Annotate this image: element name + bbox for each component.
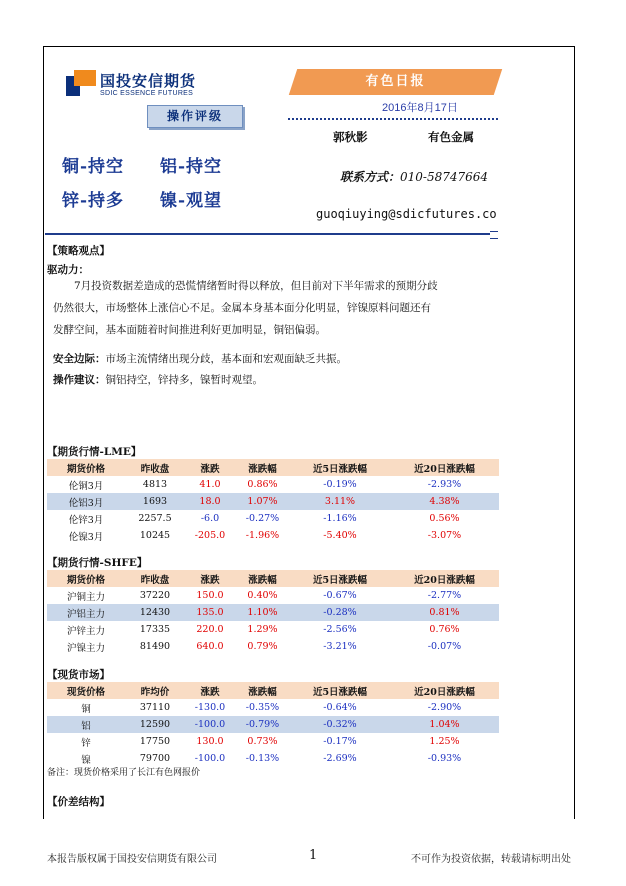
lme-title: 【期货行情-LME】: [47, 446, 142, 458]
shfe-title: 【期货行情-SHFE】: [47, 557, 148, 569]
header-rule-end: [490, 231, 498, 239]
table-row: 铜 37110 -130.0 -0.35% -0.64% -2.90%: [81, 702, 462, 715]
driver-line-2: 仍然很大，市场整体上涨信心不足。金属本身基本面分化明显，锌镍原料问题还有: [53, 302, 431, 314]
footer-copyright: 本报告版权属于国投安信期货有限公司: [47, 854, 217, 865]
lme-table: [47, 459, 499, 544]
table-header: 现货价格 昨均价 涨跌 涨跌幅 近5日涨跌幅 近20日涨跌幅: [47, 682, 499, 699]
phone-number: 010-58747664: [400, 170, 489, 184]
safety-margin: 安全边际：市场主流情绪出现分歧，基本面和宏观面缺乏共振。: [53, 353, 347, 365]
operation-advice: 操作建议：铜铝持空，锌持多，镍暂时观望。: [53, 374, 263, 386]
table-row: 伦铜3月 4813 41.0 0.86% -0.19% -2.93%: [68, 479, 462, 492]
spot-title: 【现货市场】: [47, 669, 110, 681]
table-row: 伦铝3月 1693 18.0 1.07% 3.11% 4.38%: [47, 493, 499, 510]
spread-title: 【价差结构】: [47, 796, 110, 808]
table-row: 沪铜主力 37220 150.0 0.40% -0.67% -2.77%: [66, 590, 462, 603]
driver-label: 驱动力：: [47, 264, 89, 276]
sector-name: 有色金属: [428, 130, 474, 144]
table-row: 沪铝主力 12430 135.0 1.10% -0.28% 0.81%: [47, 604, 499, 621]
rec-copper: 铜-持空: [62, 157, 125, 177]
report-date: 2016年8月17日: [382, 102, 458, 114]
rec-aluminum: 铝-持空: [160, 157, 223, 177]
contact-line: 联系方式：010-58747664: [340, 170, 489, 184]
driver-line-1: 7月投资数据差造成的恐慌情绪暂时得以释放，但目前对下半年需求的预期分歧: [74, 280, 438, 292]
table-row: 伦镍3月 10245 -205.0 -1.96% -5.40% -3.07%: [68, 530, 462, 543]
spot-note: 备注：现货价格采用了长江有色网报价: [47, 768, 201, 778]
driver-line-3: 发酵空间，基本面随着时间推进利好更加明显，铜铝偏弱。: [53, 324, 326, 336]
footer-disclaimer: 不可作为投资依据，转载请标明出处: [411, 854, 571, 865]
spot-table: [47, 682, 499, 767]
author-name: 郭秋影: [333, 130, 368, 144]
dotted-divider: [288, 118, 498, 120]
company-name-en: SDIC ESSENCE FUTURES: [100, 90, 194, 97]
strategy-heading: 【策略观点】: [47, 245, 110, 257]
rec-nickel: 镍-观望: [160, 191, 223, 211]
company-name: 国投安信期货: [100, 72, 197, 90]
table-row: 镍 79700 -100.0 -0.13% -2.69% -0.93%: [81, 753, 462, 766]
table-header: 期货价格 昨收盘 涨跌 涨跌幅 近5日涨跌幅 近20日涨跌幅: [47, 459, 499, 476]
table-row: 锌 17750 130.0 0.73% -0.17% 1.25%: [81, 736, 460, 749]
table-header: 期货价格 昨收盘 涨跌 涨跌幅 近5日涨跌幅 近20日涨跌幅: [47, 570, 499, 587]
table-row: 沪镍主力 81490 640.0 0.79% -3.21% -0.07%: [66, 641, 462, 654]
email-address[interactable]: guoqiuying@sdicfutures.co: [316, 207, 497, 221]
rec-zinc: 锌-持多: [62, 191, 125, 211]
table-row: 铝 12590 -100.0 -0.79% -0.32% 1.04%: [47, 716, 499, 733]
rating-label: 操作评级: [147, 105, 243, 128]
table-row: 沪锌主力 17335 220.0 1.29% -2.56% 0.76%: [66, 624, 460, 637]
report-title: 有色日报: [365, 74, 426, 89]
table-row: 伦锌3月 2257.5 -6.0 -0.27% -1.16% 0.56%: [68, 513, 460, 526]
shfe-table: [47, 570, 499, 655]
header-rule: [45, 233, 490, 235]
page-number: 1: [309, 848, 318, 863]
company-logo-icon: [66, 70, 96, 96]
